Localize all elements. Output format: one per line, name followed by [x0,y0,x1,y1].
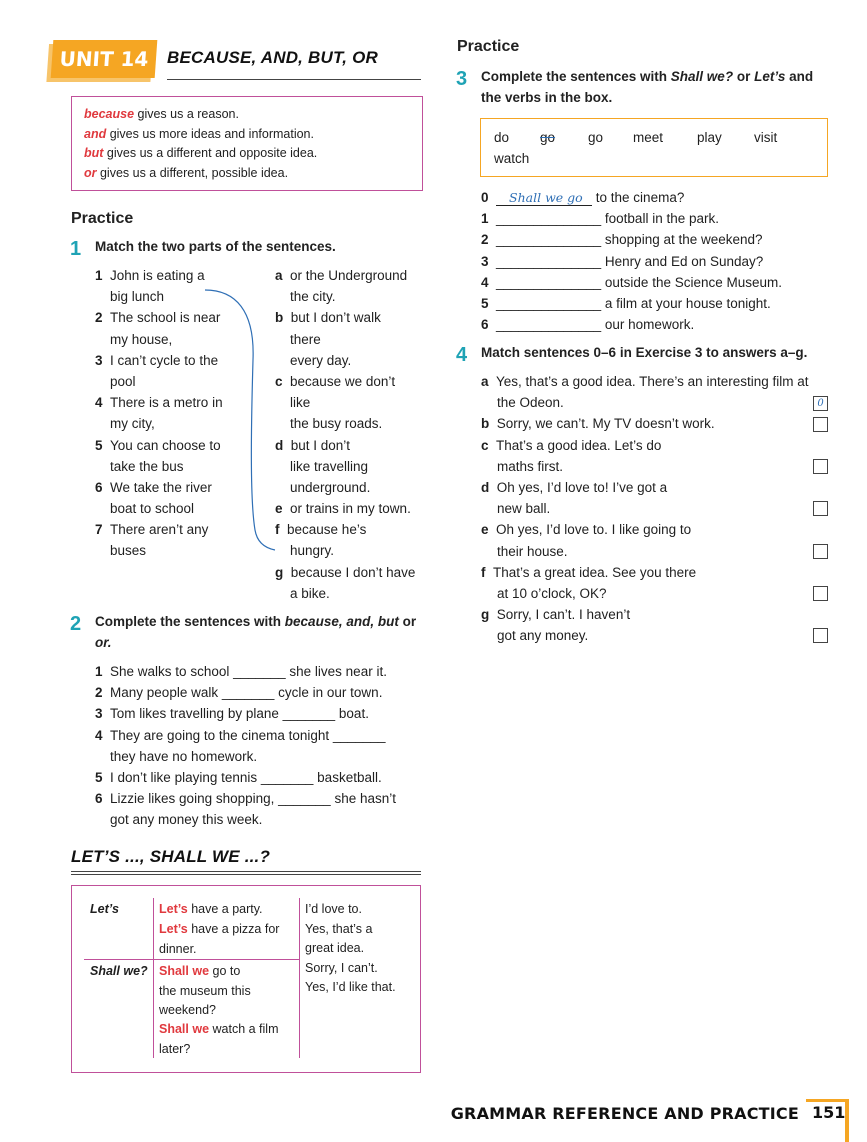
exercise-3-number: 3 [456,68,468,90]
ex1-left-item-3: 3 I can’t cycle to the [95,352,219,368]
unit-badge-label: UNIT 14 [58,47,150,71]
ex1-left-column: 1 John is eating a big lunch 2 The school is near my house, 3 I can’t cycle to the pool 4 There is a metro in my city, 5 You can choose to take the bus 6 We take the river boat to school 7 There aren’t any buses [95,265,223,562]
handwritten-match-line [195,280,295,560]
answer-box-b[interactable] [813,417,828,432]
answer-box-c[interactable] [813,459,828,474]
exercise-2-number: 2 [70,613,82,635]
ex4-items: a Yes, that’s a good idea. There’s an interesting film at the Odeon. b Sorry, we can’t. My TV doesn’t work. c That’s a good idea. Let’s do maths first. d Oh yes, I’d love to! I’ve got a new ball. e Oh yes, I’d love to. I like going to their house. f That’s a great idea. See you there at 10 o’clock, OK? g Sorry, I can’t. I haven’t got any money. [481,371,808,646]
ex3-item-2: 2 ______________ shopping at the weekend? [481,232,763,248]
ex4-item-g: g Sorry, I can’t. I haven’t [481,607,631,623]
ex2-item-1: 1 She walks to school _______ she lives near it. [95,664,387,679]
page-number-frame [845,1101,849,1142]
ex3-item-4: 4 ______________ outside the Science Museum. [481,274,783,290]
verb-watch: watch [494,151,530,166]
ex3-item-6: 6 ______________ our homework. [481,317,695,333]
ex2-item-6: 6 Lizzie likes going shopping, _______ she hasn’t [95,791,396,807]
verb-do: do [494,130,510,145]
ex4-item-f: f That’s a great idea. See you there [481,564,697,580]
table-responses: I’d love to. Yes, that’s a great idea. Sorry, I can’t. Yes, I’d like that. [305,902,396,994]
ex1-right-item-c: c because we don’t [275,373,396,389]
exercise-4-instruction: Match sentences 0–6 in Exercise 3 to answers a–g. [481,345,808,360]
page-number-frame-top [806,1099,849,1102]
ex3-item-0: 0 Shall we go to the cinema? [481,190,685,205]
exercise-1-number: 1 [70,238,82,260]
table-label-lets: Let’s [90,902,119,916]
ex4-item-b: b Sorry, we can’t. My TV doesn’t work. [481,416,715,432]
practice-heading-left: Practice [71,210,134,227]
ex2-item-2: 2 Many people walk _______ cycle in our town. [95,685,383,701]
section-title-underline [71,871,421,875]
unit-title: BECAUSE, AND, BUT, OR [167,48,379,67]
ex4-item-d: d Oh yes, I’d love to! I’ve got a [481,479,668,495]
verb-play: play [697,130,722,145]
ex1-right-item-b: b but I don’t walk [275,310,381,326]
ex1-right-item-e: e or trains in my town. [275,501,411,517]
section-lets-shall-we-title: LET’S ..., SHALL WE ...? [71,847,271,866]
rule-because: because gives us a reason. [84,107,239,121]
ex2-item-4: 4 They are going to the cinema tonight _______ [95,727,386,743]
example-answer: Shall we go [509,190,583,205]
exercise-3-instruction: Complete the sentences with Shall we? or Let’s and the verbs in the box. [481,69,814,105]
ex1-right-item-g: g because I don’t have [275,564,416,580]
ex1-left-item-6: 6 We take the river [95,479,212,495]
table-label-shall-we: Shall we? [90,964,148,978]
ex2-item-3: 3 Tom likes travelling by plane _______ boat. [95,706,369,722]
shall-we-example-2: Shall we watch a film later? [159,1022,279,1056]
ex2-item-5: 5 I don’t like playing tennis _______ basketball. [95,769,382,785]
ex1-right-item-d: d but I don’t [275,437,351,453]
ex1-left-item-1: 1 John is eating a [95,268,205,283]
ex1-right-item-f: f because he’s [275,522,367,538]
verb-visit: visit [754,130,778,145]
exercise-1-instruction: Match the two parts of the sentences. [95,239,336,254]
ex3-item-3: 3 ______________ Henry and Ed on Sunday? [481,253,764,269]
practice-heading-right: Practice [457,38,520,55]
title-underline [167,79,421,80]
verb-box [480,118,828,177]
lets-shall-we-table [71,885,421,1073]
ex3-items [481,187,782,335]
ex3-item-1: 1 ______________ football in the park. [481,211,719,227]
ex1-left-item-2: 2 The school is near [95,310,221,326]
answer-box-e[interactable] [813,544,828,559]
ex1-left-item-7: 7 There aren’t any [95,522,209,538]
exercise-2-instruction: Complete the sentences with because, and, but or or. [95,614,417,650]
ex3-item-5: 5 ______________ a film at your house tonight. [481,295,771,311]
answer-box-d[interactable] [813,501,828,516]
ex4-item-c: c That’s a good idea. Let’s do [481,437,662,453]
lets-example-2: Let’s have a pizza for dinner. [159,922,280,956]
rule-or: or gives us a different, possible idea. [84,166,289,180]
page-number: 151 [812,1103,846,1122]
rule-and: and gives us more ideas and information. [84,127,314,141]
ex1-right-column: a or the Underground the city. b but I don’t walk there every day. c because we don’t like the busy roads. d but I don’t like travelling underground. e or trains in my town. f because he’s hungry. g because I don’t have a bike. [275,265,415,604]
unit-badge [51,40,158,78]
exercise-4-number: 4 [456,344,468,366]
ex1-left-item-4: 4 There is a metro in [95,395,223,411]
answer-box-g[interactable] [813,628,828,643]
ex1-right-item-a: a or the Underground [275,268,408,283]
rules-box [71,96,423,191]
footer-label: GRAMMAR REFERENCE AND PRACTICE [450,1104,799,1123]
answer-box-f[interactable] [813,586,828,601]
rule-but: but gives us a different and opposite idea. [84,146,318,160]
shall-we-example-1: Shall we go to the museum this weekend? [159,964,251,1017]
verb-go-crossed: go [540,130,556,145]
ex2-items: 1 She walks to school _______ she lives near it. 2 Many people walk _______ cycle in our town. 3 Tom likes travelling by plane _______ boat. 4 They are going to the cinema tonight _______ they have no homework. 5 I don’t like playing tennis _______ basketball. 6 Lizzie likes going shopping, _______ she hasn’t got any money this week. [95,661,396,831]
verb-go: go [588,130,604,145]
ex4-item-a: a Yes, that’s a good idea. There’s an interesting film at [481,374,809,389]
verb-meet: meet [633,130,664,145]
ex1-left-item-5: 5 You can choose to [95,437,221,453]
ex4-item-e: e Oh yes, I’d love to. I like going to [481,522,692,538]
lets-example-1: Let’s have a party. [159,902,263,916]
answer-box-a[interactable]: 0 [813,396,828,411]
